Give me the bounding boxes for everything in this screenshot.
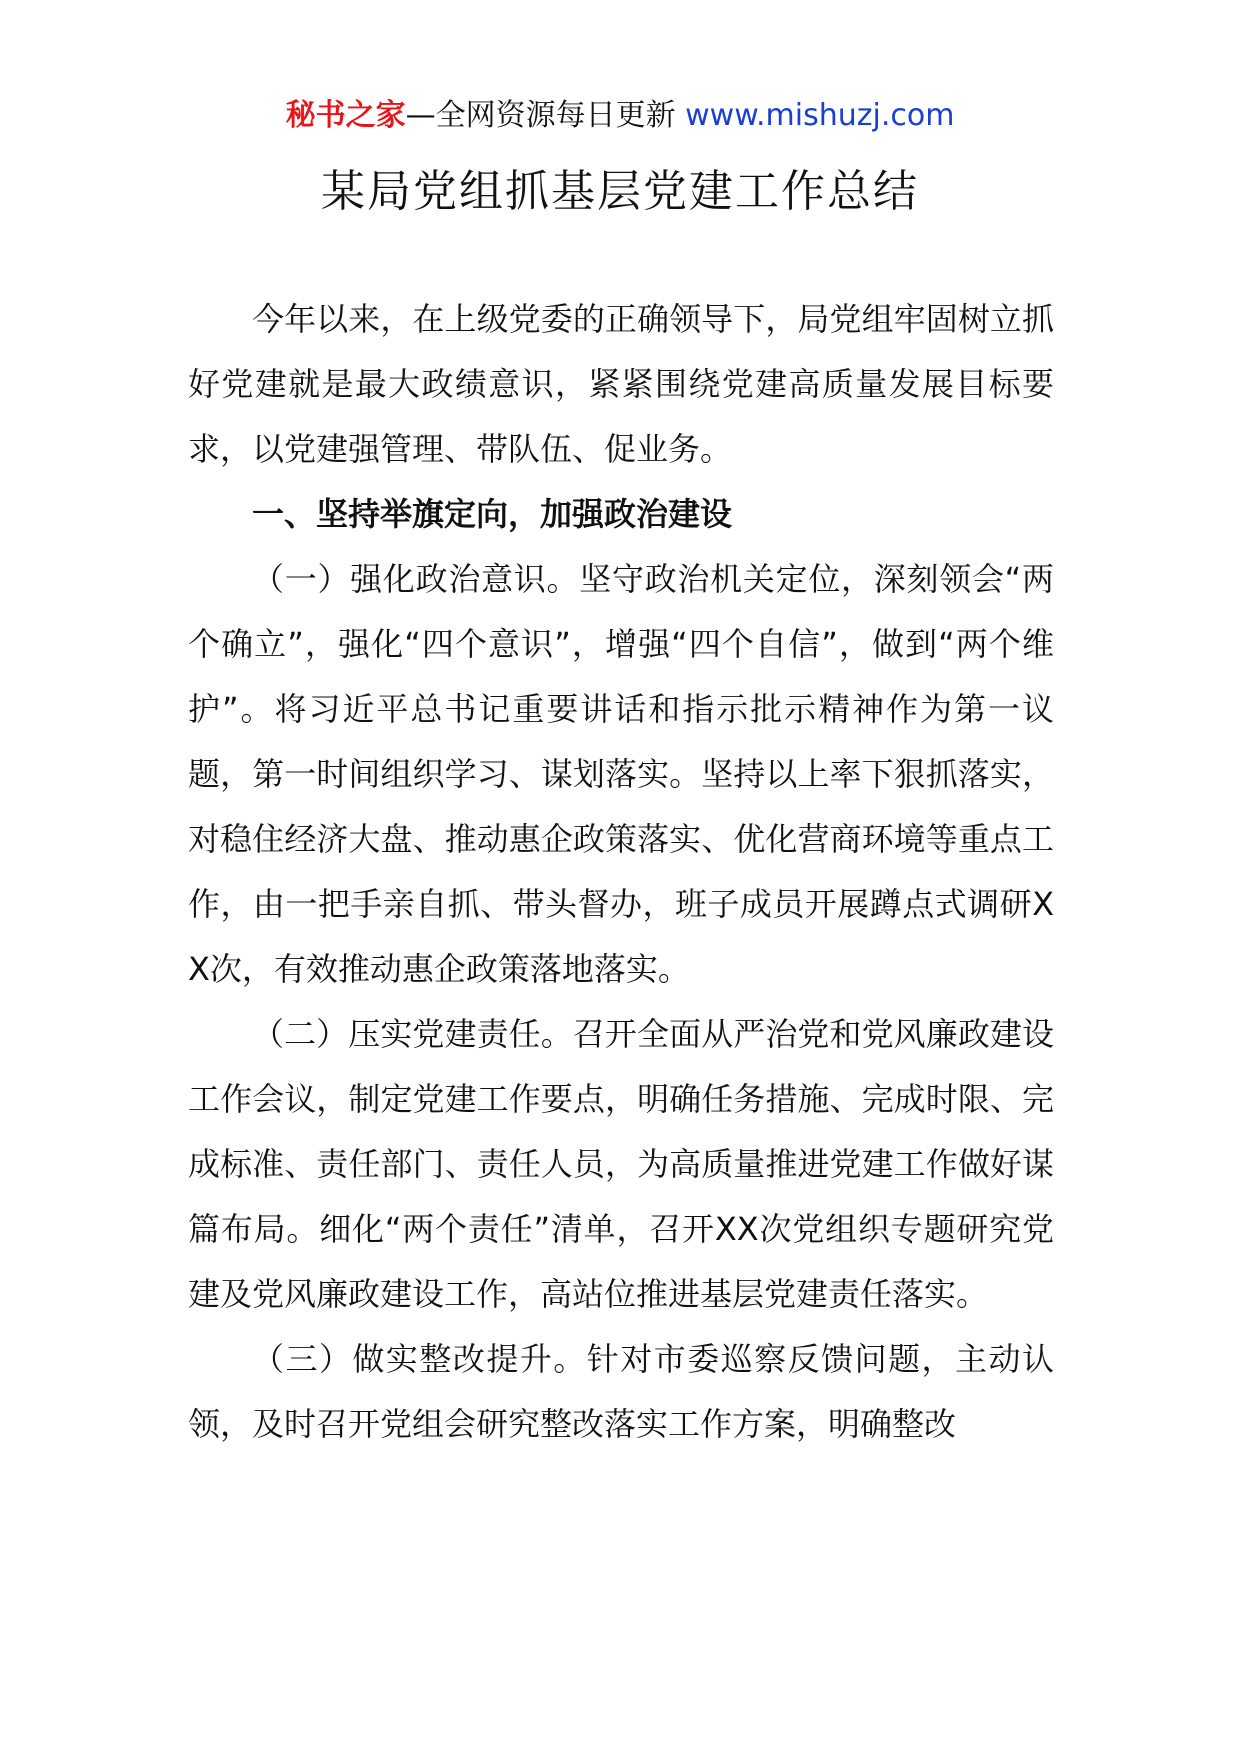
document-title: 某局党组抓基层党建工作总结 [321,166,919,217]
document-body [188,287,1054,1457]
section-heading-1: 一、坚持举旗定向，加强政治建设 [252,495,733,533]
brand-name: 秘书之家 [285,98,406,133]
paragraph-1-3: （三）做实整改提升。针对市委巡察反馈问题，主动认领，及时召开党组会研究整改落实工作方案，明确整改 [188,1340,1054,1443]
site-banner [0,96,1240,136]
paragraph-1-2: （二）压实党建责任。召开全面从严治党和党风廉政建设工作会议，制定党建工作要点，明确任务措施、完成时限、完成标准、责任部门、责任人员，为高质量推进党建工作做好谋篇布局。细化“两个责任”清单，召开XX次党组织专题研究党建及党风廉政建设工作，高站位推进基层党建责任落实。 [188,1015,1054,1313]
banner-tagline: —全网资源每日更新 [405,98,676,133]
site-url-link[interactable]: www.mishuzj.com [685,98,955,133]
paragraph-1-1: （一）强化政治意识。坚守政治机关定位，深刻领会“两个确立”，强化“四个意识”，增强“四个自信”，做到“两个维护”。将习近平总书记重要讲话和指示批示精神作为第一议题，第一时间组织学习、谋划落实。坚持以上率下狠抓落实，对稳住经济大盘、推动惠企政策落实、优化营商环境等重点工作，由一把手亲自抓、带头督办，班子成员开展蹲点式调研XX次，有效推动惠企政策落地落实。 [188,560,1054,988]
intro-paragraph: 今年以来，在上级党委的正确领导下，局党组牢固树立抓好党建就是最大政绩意识，紧紧围绕党建高质量发展目标要求，以党建强管理、带队伍、促业务。 [188,300,1054,468]
